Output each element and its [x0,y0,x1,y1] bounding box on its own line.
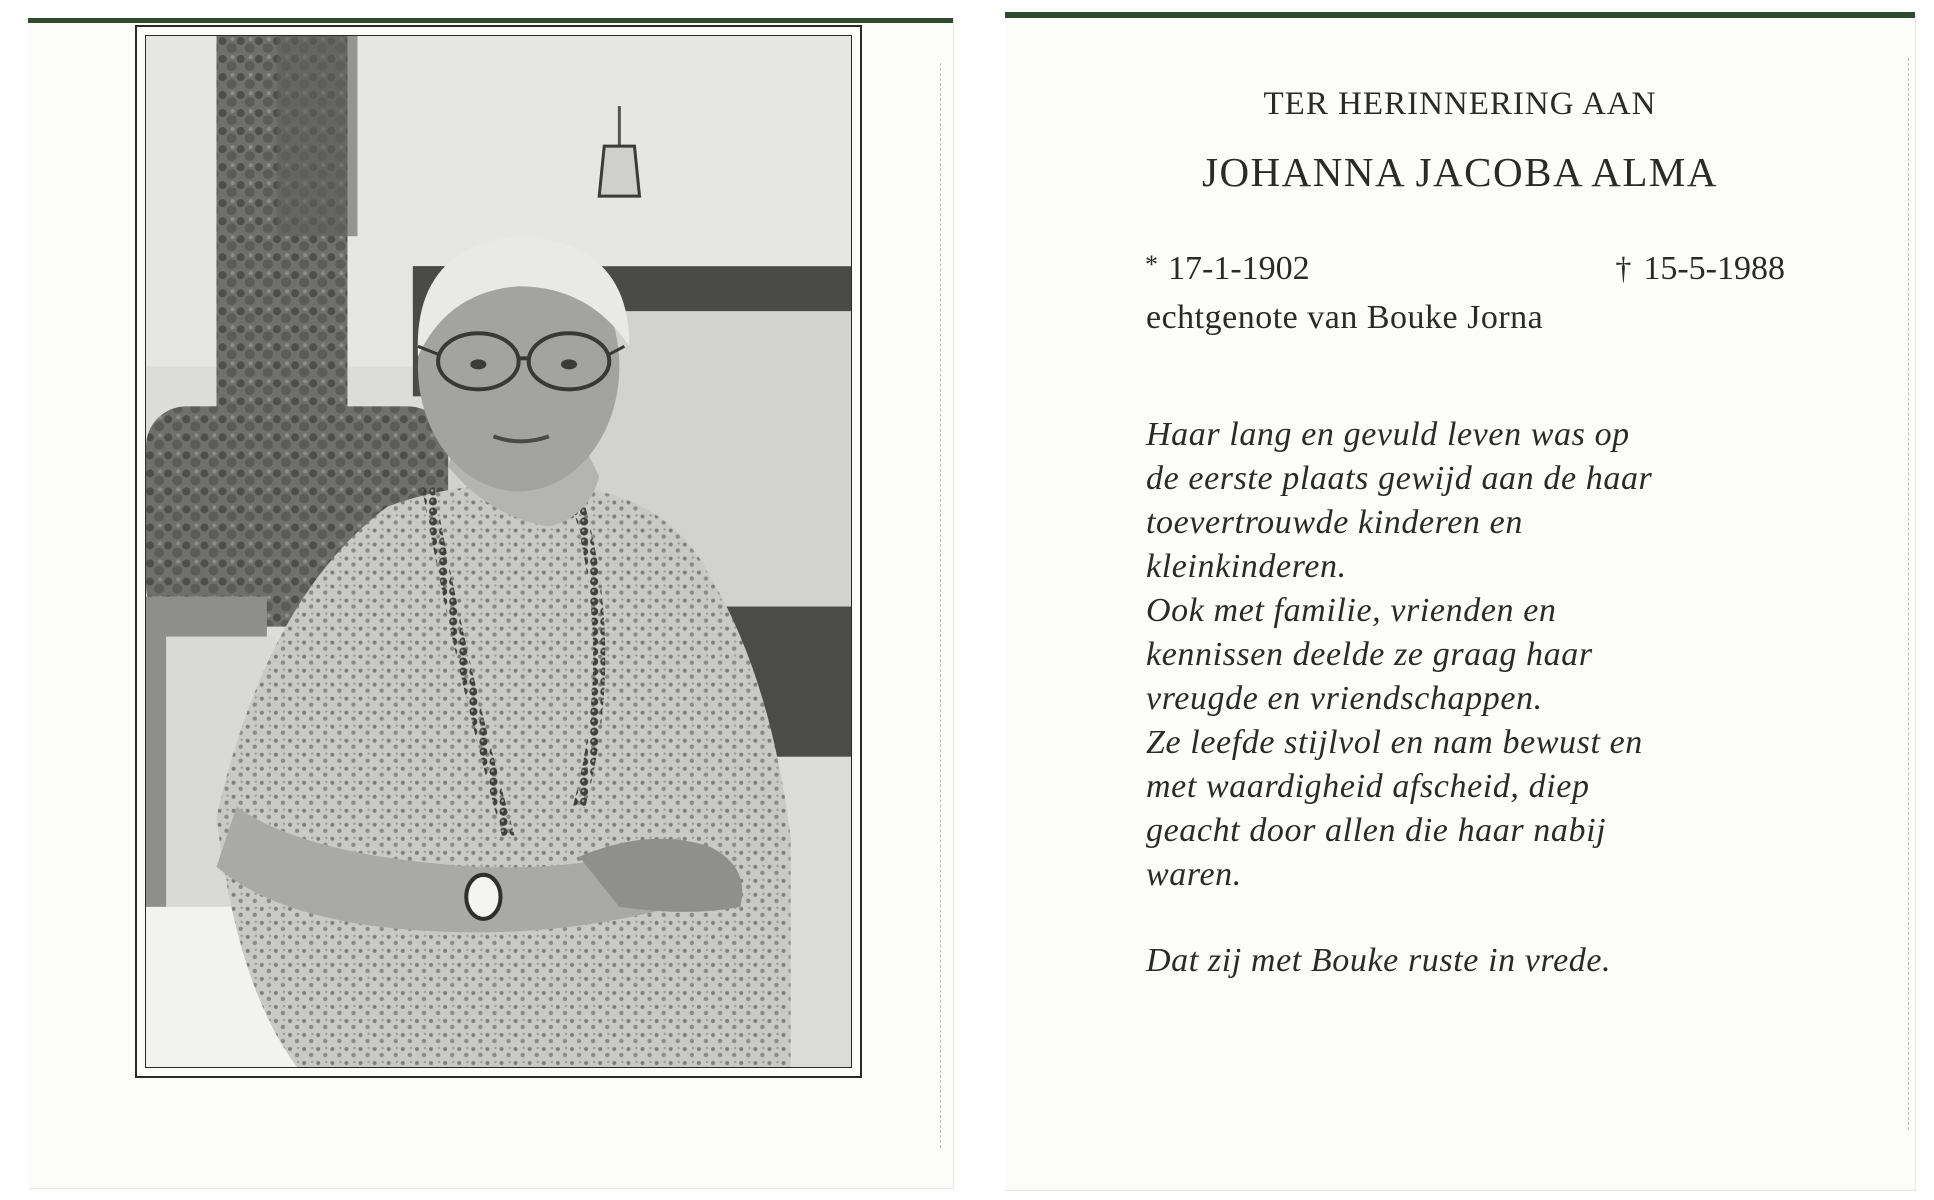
photo-frame [135,25,862,1078]
death-cross-icon: † [1615,250,1632,286]
death-date: 15-5-1988 [1643,250,1785,287]
memorial-text-line: waren. [1146,856,1242,893]
portrait-photo-image [146,36,851,1067]
fold-line [1908,58,1909,1130]
birth-date-group [1145,250,1310,288]
death-date-group [1615,250,1785,288]
memorial-text [1146,413,1886,897]
memorial-text-line: kleinkinderen. [1146,548,1347,585]
life-dates [1145,250,1785,288]
memorial-text-line: geacht door allen die haar nabij [1146,812,1607,849]
birth-star-icon: * [1145,250,1158,279]
spouse-line: echtgenote van Bouke Jorna [1146,299,1544,336]
memorial-card-photo-side [28,18,953,1188]
memorial-text-line: de eerste plaats gewijd aan de haar [1146,460,1653,497]
memorial-text-line: vreugde en vriendschappen. [1146,680,1543,717]
memorial-text-line: toevertrouwde kinderen en [1146,504,1523,541]
birth-date: 17-1-1902 [1168,250,1310,287]
memorial-card-text-side [1005,12,1915,1190]
fold-line [940,63,941,1148]
memorial-text-line: kennissen deelde ze graag haar [1146,636,1593,673]
memorial-text-line: Ze leefde stijlvol en nam bewust en [1146,724,1643,761]
portrait-photo [145,35,852,1068]
memorial-text-line: met waardigheid afscheid, diep [1146,768,1590,805]
closing-line: Dat zij met Bouke ruste in vrede. [1146,942,1612,979]
memorial-text-line: Ook met familie, vrienden en [1146,592,1557,629]
deceased-name: JOHANNA JACOBA ALMA [1201,149,1718,195]
memorial-heading: TER HERINNERING AAN [1263,86,1657,122]
memorial-text-line: Haar lang en gevuld leven was op [1146,416,1630,453]
